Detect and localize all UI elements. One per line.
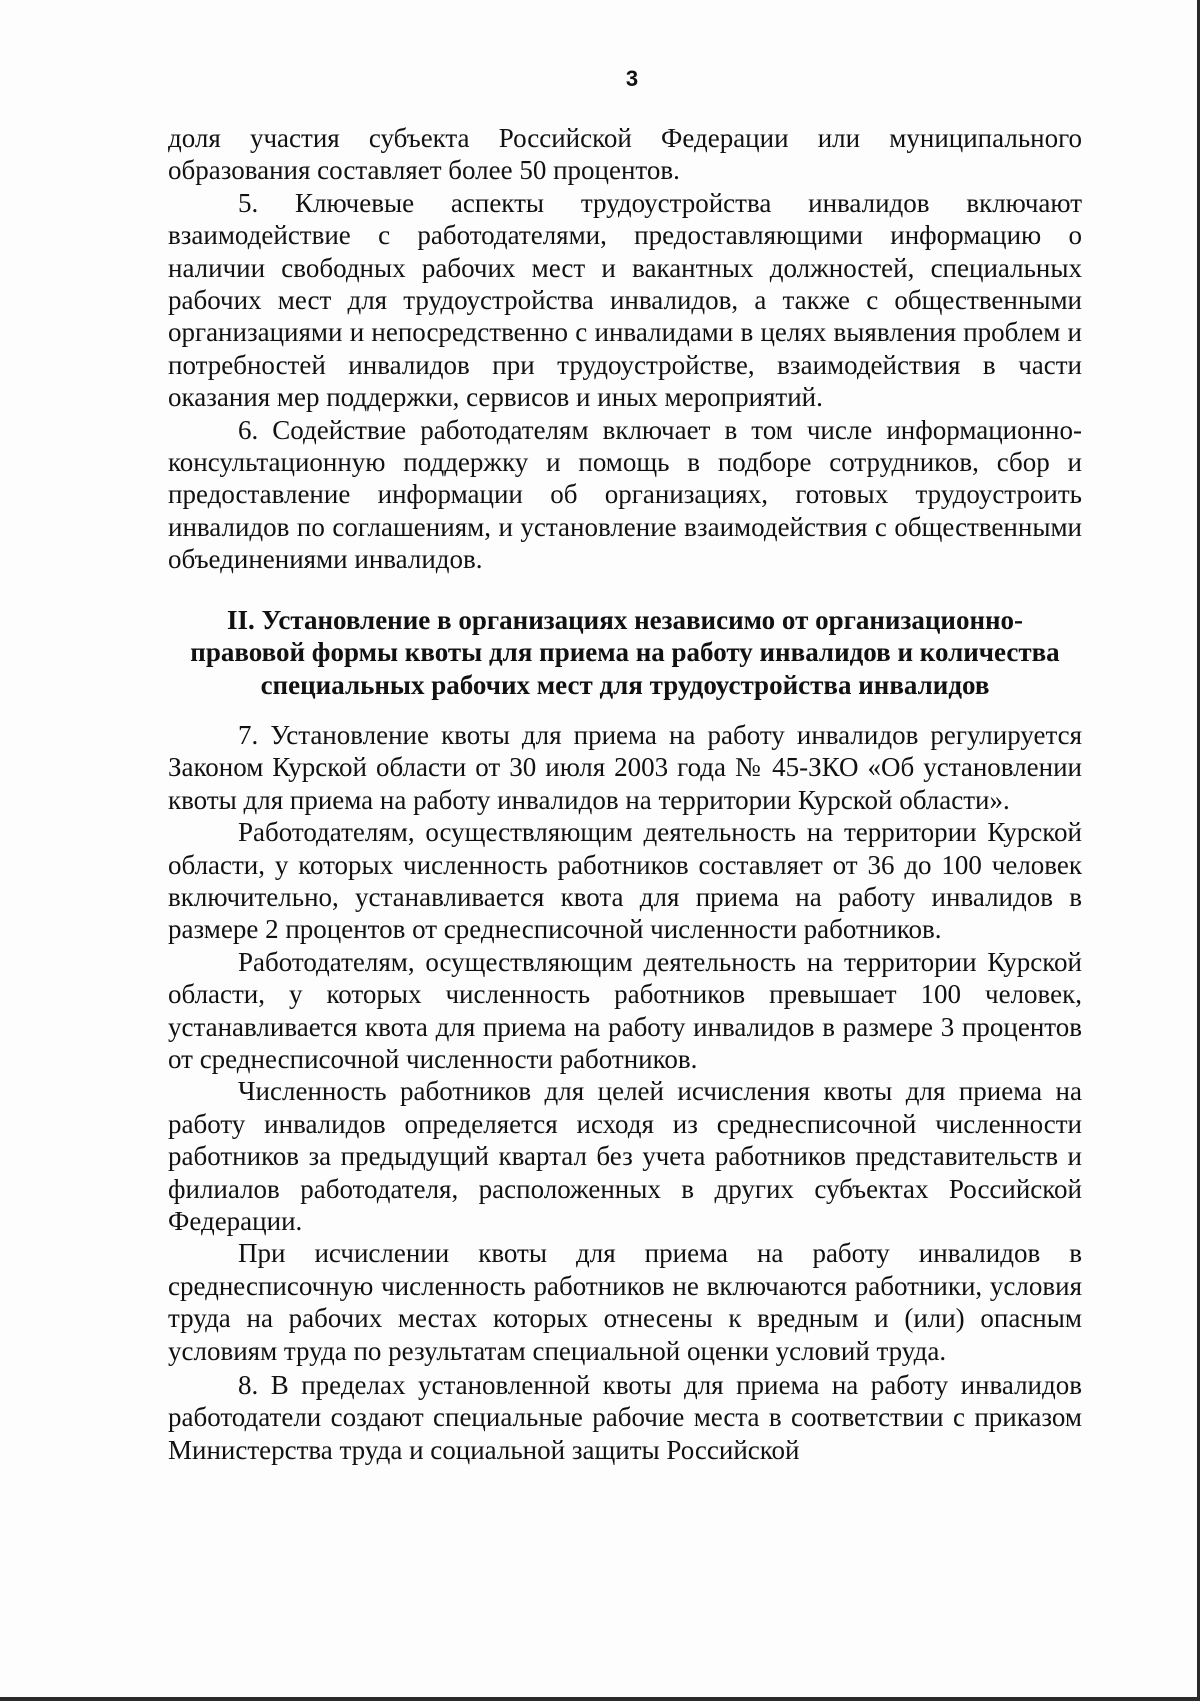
paragraph-7: 7. Установление квоты для приема на работу инвалидов регулируется Законом Курской области от 30 июля 2003 года № 45-ЗКО «Об установлении квоты для приема на работу инвалидов на территории Курской области».	[168, 719, 1082, 815]
paragraph-8: 8. В пределах установленной квоты для приема на работу инвалидов работодатели создают специальные рабочие места в соответствии с приказом Министерства труда и социальной защиты Российской	[168, 1370, 1082, 1465]
paragraph-5: 5. Ключевые аспекты трудоустройства инвалидов включают взаимодействие с работодателями, предоставляющими информацию о наличии свободных рабочих мест и вакантных должностей, специальных рабочих мест для трудоустройства инвалидов, а также с общественными организациями и непосредственно с инвалидами в целях выявления проблем и потребностей инвалидов при трудоустройстве, взаимодействия в части оказания мер поддержки, сервисов и иных мероприятий.	[168, 187, 1082, 413]
document-body	[168, 122, 1082, 1466]
page-number: 3	[625, 66, 639, 91]
paragraph-6: 6. Содействие работодателям включает в том числе информационно-консультационную поддержку и помощь в подборе сотрудников, сбор и предоставление информации об организациях, готовых трудоустроить инвалидов по соглашениям, и установление взаимодействия с общественными объединениями инвалидов.	[168, 414, 1082, 575]
paragraph-quota-2-percent: Работодателям, осуществляющим деятельность на территории Курской области, у которых численность работников составляет от 36 до 100 человек включительно, устанавливается квота для приема на работу инвалидов в размере 2 процентов от среднесписочной численности работников.	[168, 817, 1082, 945]
scan-edge-bottom	[0, 1697, 1200, 1701]
paragraph-quota-3-percent: Работодателям, осуществляющим деятельность на территории Курской области, у которых численность работников превышает 100 человек, устанавливается квота для приема на работу инвалидов в размере 3 процентов от среднесписочной численности работников.	[168, 946, 1082, 1074]
paragraph-headcount-calculation: Численность работников для целей исчисления квоты для приема на работу инвалидов определяется исходя из среднесписочной численности работников за предыдущий квартал без учета работников представительств и филиалов работодателя, расположенных в других субъектах Российской Федерации.	[168, 1076, 1082, 1236]
section-heading: II. Установление в организациях независимо от организационно-правовой формы квоты для приема на работу инвалидов и количества специальных рабочих мест для трудоустройства инвалидов	[190, 604, 1060, 700]
paragraph-harmful-conditions: При исчислении квоты для приема на работу инвалидов в среднесписочную численность работников не включаются работники, условия труда на рабочих местах которых отнесены к вредным и (или) опасным условиям труда по результатам специальной оценки условий труда.	[168, 1238, 1082, 1366]
paragraph-continuation: доля участия субъекта Российской Федерации или муниципального образования составляет более 50 процентов.	[168, 123, 1082, 186]
